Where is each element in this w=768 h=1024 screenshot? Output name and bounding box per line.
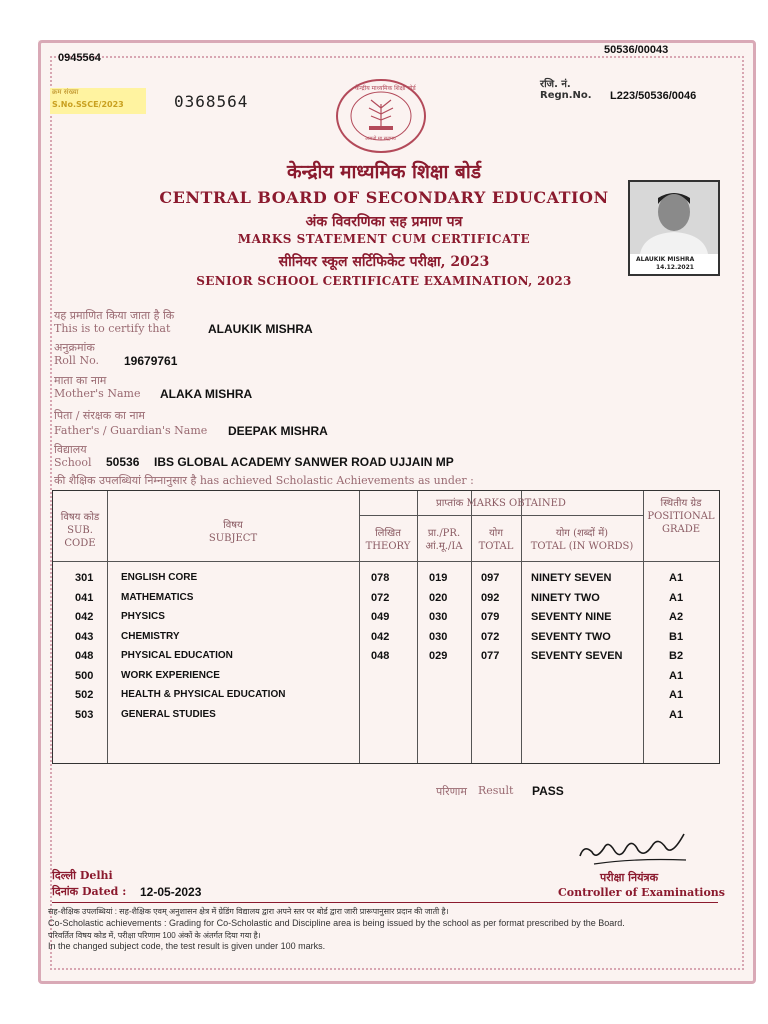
subject-header: विषय SUBJECT — [208, 520, 258, 544]
cell-code: 301 — [75, 572, 94, 584]
cell-code: 043 — [75, 630, 94, 643]
logo-ring-text: केन्द्रीय माध्यमिक शिक्षा बोर्ड — [355, 85, 416, 92]
cell-grade: A2 — [669, 611, 684, 623]
note-changed-code-hi: परिवर्तित विषय कोड में, परीक्षा परिणाम 100 अंकों के अंतर्गत दिया गया है। — [48, 931, 261, 940]
cell-subject: HEALTH & PHYSICAL EDUCATION — [121, 689, 286, 700]
cell-theory: 048 — [371, 650, 390, 662]
mother-name: ALAKA MISHRA — [160, 387, 253, 401]
total-words-header: योग (शब्दों में) TOTAL (IN WORDS) — [530, 528, 634, 552]
cell-subject: GENERAL STUDIES — [121, 708, 216, 720]
marks-obtained-header: प्राप्तांक MARKS OBTAINED — [436, 498, 566, 509]
cell-grade: A1 — [669, 708, 684, 721]
cell-ia: 020 — [429, 591, 448, 604]
cell-code: 502 — [75, 689, 94, 701]
cell-total: 092 — [481, 591, 500, 604]
cell-total: 079 — [481, 611, 500, 623]
controller-title-hi: परीक्षा नियंत्रक — [600, 871, 659, 884]
english-statement-title: MARKS STATEMENT CUM CERTIFICATE — [237, 232, 531, 246]
english-board-title: CENTRAL BOARD OF SECONDARY EDUCATION — [159, 188, 609, 207]
cell-subject: PHYSICAL EDUCATION — [121, 650, 233, 661]
serial-stamp — [50, 88, 146, 114]
cell-total: 077 — [481, 650, 500, 662]
photo-caption-name: ALAUKIK MISHRA — [636, 256, 695, 263]
photo-caption-date: 14.12.2021 — [656, 264, 694, 271]
hindi-board-title: केन्द्रीय माध्यमिक शिक्षा बोर्ड — [287, 161, 481, 183]
logo-motto: असतो मा सद्गमय — [365, 136, 396, 142]
controller-signature — [574, 826, 692, 872]
cell-words: SEVENTY SEVEN — [531, 650, 623, 662]
cell-code: 048 — [75, 650, 94, 662]
note-coscholastic-hi: सह-शैक्षिक उपलब्धियां : सह-शैक्षिक एवम् अनुशासन क्षेत्र में ग्रेडिंग विद्यालय द्वारा अपने स्तर पर बोर्ड द्वारा जारी प्रारूपानुसार प्रदान की जाती है। — [48, 907, 449, 916]
cell-subject: MATHEMATICS — [121, 591, 194, 603]
cell-grade: A1 — [669, 689, 684, 701]
cell-ia: 030 — [429, 630, 448, 643]
result-label-hi: परिणाम — [436, 785, 467, 798]
result-value: PASS — [532, 784, 564, 798]
regn-label: Regn.No. — [540, 90, 592, 101]
controller-title: Controller of Examinations — [558, 886, 725, 899]
cell-grade: B2 — [669, 650, 684, 662]
cell-subject: CHEMISTRY — [121, 630, 180, 642]
achieved-statement: की शैक्षिक उपलब्धियां निम्नानुसार है has achieved Scholastic Achievements as under : — [54, 474, 474, 487]
cell-words: SEVENTY TWO — [531, 630, 611, 643]
cell-grade: A1 — [669, 591, 684, 604]
cell-ia: 029 — [429, 650, 448, 662]
student-photo — [628, 180, 720, 276]
school-code: 50536 — [106, 455, 140, 469]
cbse-logo — [335, 78, 427, 154]
cell-words: NINETY SEVEN — [531, 572, 612, 584]
total-header: योग TOTAL — [478, 528, 514, 552]
stamp-code: S.No.SSCE/2023 — [52, 100, 124, 109]
cell-theory: 078 — [371, 572, 390, 584]
school-label: School — [54, 456, 92, 469]
cell-ia: 030 — [429, 611, 448, 623]
cell-total: 097 — [481, 572, 500, 584]
certificate-number: 0368564 — [174, 92, 249, 111]
cell-words: NINETY TWO — [531, 591, 600, 604]
cell-code: 500 — [75, 669, 94, 682]
cell-grade: A1 — [669, 572, 684, 584]
mother-label-hi: माता का नाम — [54, 374, 107, 387]
cell-total: 072 — [481, 630, 500, 643]
cell-theory: 072 — [371, 591, 390, 604]
signature-icon — [574, 826, 692, 872]
theory-header: लिखित THEORY — [365, 528, 411, 552]
father-name: DEEPAK MISHRA — [228, 424, 328, 438]
cell-words: SEVENTY NINE — [531, 611, 612, 623]
dated-label: दिनांक Dated : — [52, 885, 127, 898]
result-label: Result — [478, 784, 514, 797]
school-label-hi: विद्यालय — [54, 443, 87, 456]
cell-code: 042 — [75, 611, 94, 623]
certify-label-hi: यह प्रमाणित किया जाता है कि — [54, 309, 175, 322]
ia-header: प्रा./PR. आं.मू./IA — [425, 528, 463, 552]
right-code: 50536/00043 — [604, 44, 669, 56]
cell-grade: A1 — [669, 669, 684, 682]
cell-subject: ENGLISH CORE — [121, 572, 198, 583]
cell-code: 503 — [75, 708, 94, 721]
cell-code: 041 — [75, 591, 94, 604]
hindi-statement-title: अंक विवरणिका सह प्रमाण पत्र — [305, 214, 463, 230]
mother-label: Mother's Name — [54, 387, 141, 400]
footer-divider — [52, 902, 718, 903]
stamp-top-text: क्रम संख्या — [52, 88, 79, 96]
father-label: Father's / Guardian's Name — [54, 424, 208, 437]
hindi-exam-title: सीनियर स्कूल सर्टिफिकेट परीक्षा, 2023 — [278, 254, 490, 270]
cell-theory: 049 — [371, 611, 390, 623]
place: दिल्ली Delhi — [52, 869, 113, 882]
certify-label: This is to certify that — [54, 322, 171, 335]
father-label-hi: पिता / संरक्षक का नाम — [54, 409, 146, 422]
marks-table — [52, 490, 720, 764]
left-serial: 0945564 — [58, 52, 101, 64]
cell-grade: B1 — [669, 630, 684, 643]
english-exam-title: SENIOR SCHOOL CERTIFICATE EXAMINATION, 2023 — [196, 274, 572, 288]
issue-date: 12-05-2023 — [140, 885, 202, 899]
cell-subject: PHYSICS — [121, 611, 165, 622]
grade-header: स्थितीय ग्रेड POSITIONAL GRADE — [647, 498, 715, 535]
student-name: ALAUKIK MISHRA — [208, 322, 313, 336]
cell-ia: 019 — [429, 572, 448, 584]
regn-label-hi: रजि. नं. — [540, 79, 571, 90]
note-changed-code: In the changed subject code, the test result is given under 100 marks. — [48, 941, 326, 951]
regn-number: L223/50536/0046 — [610, 90, 697, 102]
roll-number: 19679761 — [124, 354, 178, 368]
roll-label-hi: अनुक्रमांक — [54, 341, 95, 354]
cell-subject: WORK EXPERIENCE — [121, 669, 220, 681]
note-coscholastic: Co-Scholastic achievements : Grading for Co-Scholastic and Discipline area is being issued by the school as per format prescribed by the Board. — [48, 918, 625, 928]
cell-theory: 042 — [371, 630, 390, 643]
school-name: IBS GLOBAL ACADEMY SANWER ROAD UJJAIN MP — [154, 455, 454, 469]
code-header: विषय कोड SUB. CODE — [60, 512, 100, 549]
roll-label: Roll No. — [54, 354, 99, 367]
student-portrait-icon — [630, 182, 718, 254]
